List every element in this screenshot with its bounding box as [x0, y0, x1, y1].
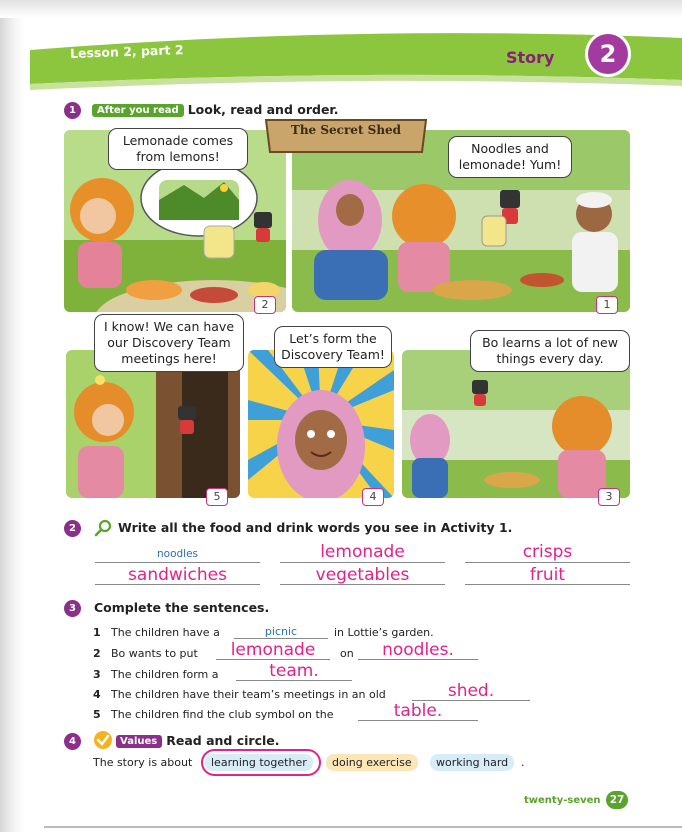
sentence-text: The children have a [111, 626, 220, 639]
page-number: 27 [606, 791, 628, 809]
comic-panel-bo-learns [402, 350, 630, 498]
lesson-banner [30, 28, 682, 90]
sentence-text: in Lottie’s garden. [334, 626, 434, 639]
handwritten-answer: shed. [447, 681, 495, 701]
checkmark-icon [94, 731, 112, 749]
handwritten-answer: lemonade [320, 542, 405, 562]
handwritten-answer: fruit [529, 565, 566, 585]
sentence-4 [93, 688, 386, 701]
activity1-heading [92, 102, 339, 117]
order-box: 2 [254, 296, 276, 314]
comic-illustration [248, 350, 394, 498]
activity2-instruction: Write all the food and drink words you see in Activity 1. [118, 520, 513, 535]
sentence-2 [93, 647, 198, 660]
sentence-3 [93, 668, 218, 681]
sentence-text: The children find the club symbol on the [111, 708, 334, 721]
sentence-text: The children form a [111, 668, 219, 681]
speech-bubble: Let’s form the Discovery Team! [274, 326, 392, 368]
sentence-text: Bo wants to put [111, 647, 198, 660]
order-box: 3 [598, 488, 620, 506]
order-box: 5 [206, 488, 228, 506]
speech-bubble: Noodles and lemonade! Yum! [448, 136, 572, 178]
page-shadow-top [0, 0, 682, 18]
sentence-text: on [340, 647, 354, 660]
activity4-heading [116, 733, 280, 748]
comic-illustration [66, 350, 240, 498]
handwritten-answer: team. [269, 661, 319, 681]
comic-panel-form-team [248, 350, 394, 498]
sentence-number: 3 [93, 668, 101, 681]
bottom-rule [44, 826, 682, 828]
example-answer: picnic [264, 625, 298, 638]
banner-shape [30, 28, 682, 90]
sentence-end: . [521, 756, 525, 769]
sentence-1 [93, 626, 220, 639]
lesson-label: Lesson 2, part 2 [69, 42, 184, 61]
exercise-number: 1 [64, 102, 81, 119]
exercise-number: 4 [64, 733, 81, 750]
page-shadow [0, 0, 24, 832]
handwritten-answer: noodles. [382, 640, 454, 660]
exercise-number: 3 [64, 600, 81, 617]
speech-bubble: I know! We can have our Discovery Team meetings here! [94, 314, 244, 372]
option-doing-exercise[interactable]: doing exercise [326, 754, 418, 771]
after-you-read-tag: After you read [92, 104, 184, 117]
order-box: 1 [596, 296, 618, 314]
secret-shed-sign [262, 118, 430, 156]
activity1-instruction: Look, read and order. [187, 102, 339, 117]
handwritten-answer: sandwiches [128, 565, 227, 585]
magnifier-icon [94, 519, 112, 537]
activity3-instruction: Complete the sentences. [94, 600, 270, 615]
values-tag: Values [116, 735, 162, 748]
sentence-number: 1 [93, 626, 101, 639]
sign-text: The Secret Shed [290, 123, 402, 137]
handwritten-answer: crisps [522, 542, 573, 562]
speech-bubble: Lemonade comes from lemons! [108, 128, 248, 170]
sentence-5 [93, 708, 334, 721]
handwritten-answer: vegetables [315, 565, 410, 585]
sentence-number: 2 [93, 647, 101, 660]
unit-number-badge: 2 [588, 34, 628, 74]
option-learning-together[interactable]: learning together [205, 754, 313, 771]
page-number-words: twenty-seven [524, 795, 601, 806]
values-sentence: The story is about [93, 756, 193, 769]
speech-bubble: Bo learns a lot of new things every day. [470, 330, 630, 372]
comic-panel-meetings [66, 350, 240, 498]
comic-illustration [402, 350, 630, 498]
activity4-instruction: Read and circle. [166, 733, 280, 748]
sentence-number: 5 [93, 708, 101, 721]
handwritten-answer: table. [393, 701, 443, 721]
order-box: 4 [362, 488, 384, 506]
sentence-text: The children have their team’s meetings in an old [111, 688, 386, 701]
sentence-number: 4 [93, 688, 101, 701]
section-label: Story [506, 48, 555, 67]
example-answer: noodles [156, 548, 198, 560]
answer-circle [201, 749, 321, 776]
handwritten-answer: lemonade [230, 640, 316, 660]
option-working-hard[interactable]: working hard [430, 754, 514, 771]
exercise-number: 2 [64, 520, 81, 537]
